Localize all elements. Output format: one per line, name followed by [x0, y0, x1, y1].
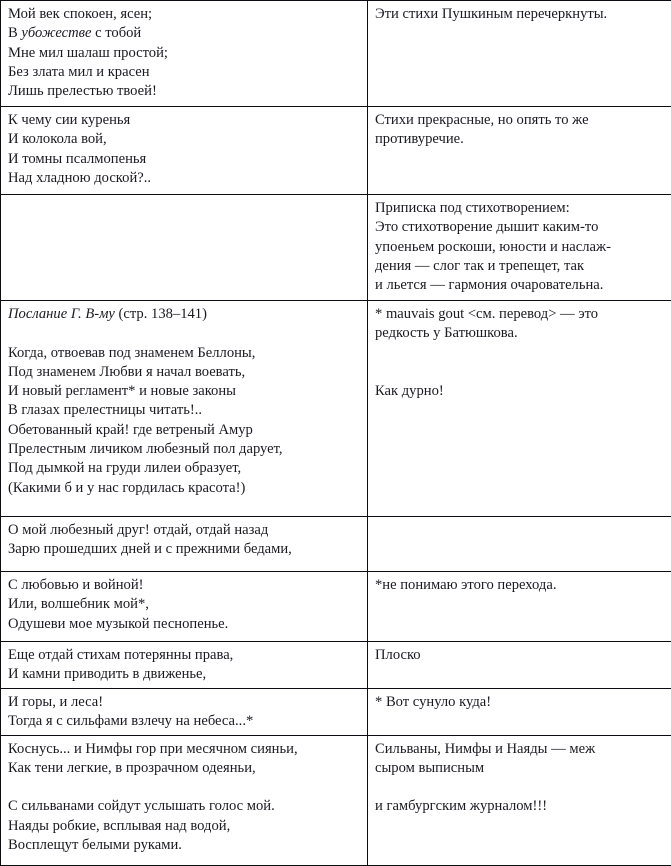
table-row [1, 1, 671, 107]
verse-line: Обетованный край! где ветреный Амур [8, 421, 360, 440]
italic-word: убожестве [21, 25, 91, 41]
footnote-line: редкость у Батюшкова. [375, 324, 664, 343]
annotation-cell-7 [368, 642, 671, 689]
table-row [1, 689, 671, 736]
verse-line: Еще отдай стихам потерянны права, [8, 646, 360, 665]
verse-line: В глазах прелестницы читать!.. [8, 401, 360, 420]
verse-line: С любовью и войной! [8, 576, 360, 595]
verse-cell-1 [1, 1, 368, 107]
verse-line: Восплещут белыми руками. [8, 836, 360, 855]
annotation-line: Стихи прекрасные, но опять то же [375, 111, 664, 130]
verse-line: К чему сии куренья [8, 111, 360, 130]
verse-cell-4 [1, 301, 368, 517]
table-row [1, 735, 671, 865]
verse-line-prefix: В [8, 25, 21, 41]
annotation-line: противуречие. [375, 130, 664, 149]
verse-line [8, 24, 360, 43]
verse-cell-5 [1, 517, 368, 572]
table-row [1, 572, 671, 642]
annotation-line: *не понимаю этого перехода. [375, 576, 664, 595]
verse-line: Или, волшебник мой*, [8, 595, 360, 614]
annotation-line: и гамбургским журналом!!! [375, 797, 664, 816]
verse-line: Когда, отвоевав под знаменем Беллоны, [8, 344, 360, 363]
verse-line: Одушеви мое музыкой песнопенье. [8, 615, 360, 634]
verse-line: Лишь прелестью твоей! [8, 82, 360, 101]
verse-line: Зарю прошедших дней и с прежними бедами, [8, 540, 360, 559]
annotation-cell-9 [368, 735, 671, 865]
verse-line: И новый регламент* и новые законы [8, 382, 360, 401]
table-row [1, 301, 671, 517]
verse-line: Как тени легкие, в прозрачном одеяньи, [8, 759, 360, 778]
verse-line: Мой век спокоен, ясен; [8, 5, 360, 24]
table-row [1, 517, 671, 572]
verse-cell-8 [1, 689, 368, 736]
verse-cell-3-empty [1, 195, 368, 301]
verse-cell-6 [1, 572, 368, 642]
annotation-line: Приписка под стихотворением: [375, 199, 664, 218]
annotation-cell-6 [368, 572, 671, 642]
spacer [375, 363, 664, 382]
poem-heading [8, 305, 360, 324]
verse-line: И томны псалмопенья [8, 150, 360, 169]
annotation-line: сыром выписным [375, 759, 664, 778]
verse-line: И горы, и леса! [8, 693, 360, 712]
verse-line: Коснусь... и Нимфы гор при месячном сияньи, [8, 740, 360, 759]
poem-title: Послание Г. В-му [8, 306, 115, 322]
verse-line: Над хладною доской?.. [8, 169, 360, 188]
annotation-cell-1 [368, 1, 671, 107]
annotation-cell-3 [368, 195, 671, 301]
verse-line: Под знаменем Любви я начал воевать, [8, 363, 360, 382]
verse-cell-2 [1, 107, 368, 195]
verse-line: И колокола вой, [8, 130, 360, 149]
annotation-cell-5-empty [368, 517, 671, 572]
verse-line: Мне мил шалаш простой; [8, 44, 360, 63]
poem-pages: (стр. 138–141) [115, 306, 207, 322]
annotation-cell-8 [368, 689, 671, 736]
verse-cell-7 [1, 642, 368, 689]
table-row [1, 195, 671, 301]
spacer [8, 778, 360, 797]
table-row [1, 642, 671, 689]
verse-line: Тогда я с сильфами взлечу на небеса...* [8, 712, 360, 731]
annotation-line: упоеньем роскоши, юности и наслаж- [375, 238, 664, 257]
verse-line: О мой любезный друг! отдай, отдай назад [8, 521, 360, 540]
verse-line: Без злата мил и красен [8, 63, 360, 82]
annotation-line: Плоско [375, 646, 664, 665]
verse-cell-9 [1, 735, 368, 865]
verse-line-suffix: с тобой [91, 25, 141, 41]
verse-line: И камни приводить в движенье, [8, 665, 360, 684]
verse-line: Под дымкой на груди лилеи образует, [8, 459, 360, 478]
verse-line: Прелестным личиком любезный пол дарует, [8, 440, 360, 459]
annotation-line: и льется — гармония очаровательна. [375, 276, 664, 295]
verse-line: С сильванами сойдут услышать голос мой. [8, 797, 360, 816]
annotation-cell-2 [368, 107, 671, 195]
verse-line: Наяды робкие, всплывая над водой, [8, 817, 360, 836]
annotation-line: * Вот сунуло куда! [375, 693, 664, 712]
spacer [8, 324, 360, 343]
annotation-line: дения — слог так и трепещет, так [375, 257, 664, 276]
spacer [375, 344, 664, 363]
table-row [1, 107, 671, 195]
verse-line: (Какими б и у нас гордилась красота!) [8, 479, 360, 498]
annotation-line: Эти стихи Пушкиным перечеркнуты. [375, 5, 664, 24]
annotation-line: Это стихотворение дышит каким-то [375, 218, 664, 237]
annotation-line: Как дурно! [375, 382, 664, 401]
annotation-line: Сильваны, Нимфы и Наяды — меж [375, 740, 664, 759]
footnote-line: * mauvais gout <см. перевод> — это [375, 305, 664, 324]
annotation-cell-4 [368, 301, 671, 517]
spacer [375, 778, 664, 797]
